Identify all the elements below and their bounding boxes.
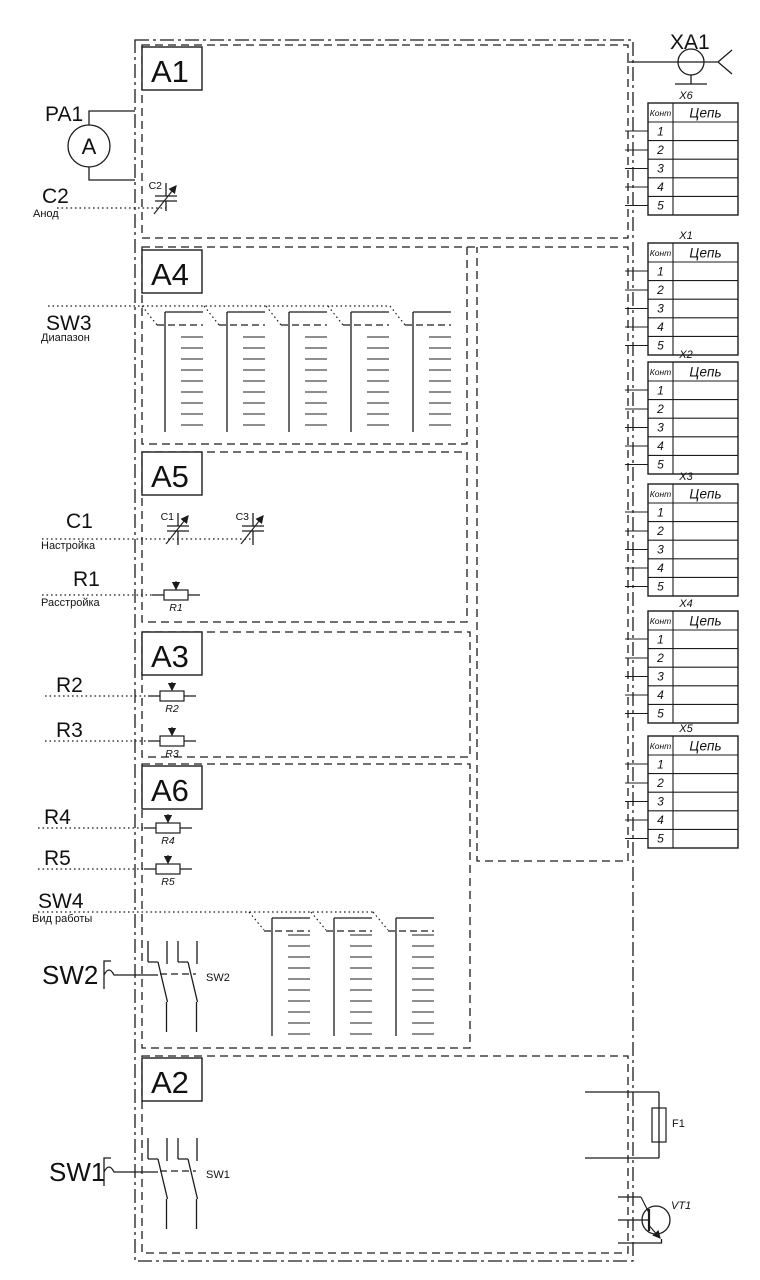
rotary-wafer [157,312,203,432]
pin-number: 3 [657,794,664,809]
pin-number: 2 [657,524,664,538]
pin-number: 4 [657,688,664,702]
pin-header: Конт [649,741,672,751]
pin-number: 3 [657,542,664,557]
circuit-header: Цепь [689,105,722,121]
block-a1-outline [142,45,628,238]
pin-number: 3 [657,301,664,316]
transistor-vt1 [618,1197,691,1243]
connector-table-x4 [625,598,738,723]
pin-number: 3 [657,161,664,176]
block-a1-label: A1 [151,54,189,89]
antenna-jack-xa1 [627,31,732,84]
potentiometer-r4-ref: R4 [161,835,175,847]
c1-control-label: C1 [66,510,93,533]
pin-number: 4 [657,561,664,575]
pin-number: 2 [657,283,664,297]
block-labels [142,47,202,1101]
sw3-control-label: SW3 [46,312,92,335]
device-outline [135,40,633,1261]
potentiometer-r2 [45,674,196,715]
connector-table-x2 [625,349,738,474]
pin-number: 3 [657,420,664,435]
tuning-capacitors [41,510,264,552]
block-a2-outline [142,1056,628,1253]
pin-header: Конт [649,248,672,258]
connector-title: X4 [679,598,693,610]
pin-header: Конт [649,489,672,499]
rotary-wafer [219,312,265,432]
pin-header: Конт [649,367,672,377]
connector-title: X2 [679,349,693,361]
capacitor-c2 [33,180,177,220]
connector-title: X5 [679,723,693,735]
ammeter-pa1 [45,103,135,180]
circuit-header: Цепь [689,364,722,380]
antenna-jack-label: XA1 [670,31,710,54]
ammeter-dial-letter: А [81,134,97,159]
pin-number: 3 [657,669,664,684]
pin-number: 5 [657,198,664,213]
rotary-wafer [405,312,451,432]
potentiometer-r5-ref: R5 [161,876,175,888]
sw3-control-sublabel: Диапазон [41,332,90,344]
c1-control-sublabel: Настройка [41,540,96,552]
pin-number: 5 [657,579,664,594]
block-a4-label: A4 [151,257,189,292]
pin-number: 5 [657,338,664,353]
connector-table-x3 [625,471,738,596]
pin-number: 4 [657,320,664,334]
r4-control-label: R4 [44,806,71,829]
circuit-header: Цепь [689,738,722,754]
pin-number: 4 [657,439,664,453]
r1-control-label: R1 [73,568,100,591]
potentiometer-r3-ref: R3 [165,748,179,760]
rotary-wafer [281,312,327,432]
r2-control-label: R2 [56,674,83,697]
block-a2-label: A2 [151,1065,189,1100]
rotary-wafer [264,918,310,1036]
connector-table-x6 [625,90,738,215]
interconnect-region-outline [467,247,628,861]
r1-control-sublabel: Расстройка [41,597,100,609]
pin-number: 1 [657,632,664,647]
fuse-f1-ref: F1 [672,1118,685,1130]
potentiometer-r1 [41,568,200,614]
connector-title: X1 [679,230,693,242]
pin-number: 5 [657,706,664,721]
sw2-control-label: SW2 [42,960,99,990]
rotary-wafer [388,918,434,1036]
connector-title: X3 [679,471,693,483]
c2-control-sublabel: Анод [33,208,59,220]
potentiometer-r2-ref: R2 [165,703,179,715]
block-a5-label: A5 [151,459,189,494]
connector-title: X6 [679,90,693,102]
circuit-header: Цепь [689,613,722,629]
toggle-switch-sw1 [49,1138,230,1229]
c2-control-label: C2 [42,185,69,208]
capacitor-c2-ref: C2 [148,180,162,192]
pin-number: 2 [657,651,664,665]
pin-number: 1 [657,383,664,398]
potentiometer-r3 [45,719,196,760]
pin-number: 5 [657,831,664,846]
transistor-vt1-ref: VT1 [671,1200,692,1212]
potentiometer-r1-ref: R1 [169,602,183,614]
r3-control-label: R3 [56,719,83,742]
pin-header: Конт [649,108,672,118]
pin-number: 5 [657,457,664,472]
capacitor-c1-ref: C1 [160,511,174,523]
circuit-header: Цепь [689,486,722,502]
pin-number: 2 [657,143,664,157]
rotary-wafer [326,918,372,1036]
block-a6-label: A6 [151,773,189,808]
sw4-control-label: SW4 [38,890,84,913]
pin-number: 2 [657,402,664,416]
pin-header: Конт [649,616,672,626]
connector-table-x5 [625,723,738,848]
pin-number: 1 [657,124,664,139]
fuse-f1 [585,1092,685,1158]
block-a3-label: A3 [151,639,189,674]
switch-sw2-ref: SW2 [206,972,230,984]
pin-number: 1 [657,505,664,520]
potentiometer-r5 [38,847,192,888]
connector-table-x1 [625,230,738,355]
sw1-control-label: SW1 [49,1157,106,1187]
ammeter-label: PA1 [45,103,84,126]
rotary-wafer [343,312,389,432]
pin-number: 2 [657,776,664,790]
potentiometer-r4 [38,806,192,847]
toggle-switch-sw2 [42,941,230,1032]
pin-number: 4 [657,813,664,827]
pin-number: 1 [657,757,664,772]
pin-number: 4 [657,180,664,194]
switch-sw1-ref: SW1 [206,1169,230,1181]
r5-control-label: R5 [44,847,71,870]
pin-number: 1 [657,264,664,279]
sw4-control-sublabel: Вид работы [32,913,93,925]
band-switch-sw3 [41,306,451,432]
capacitor-c3-ref: C3 [235,511,249,523]
circuit-header: Цепь [689,245,722,261]
